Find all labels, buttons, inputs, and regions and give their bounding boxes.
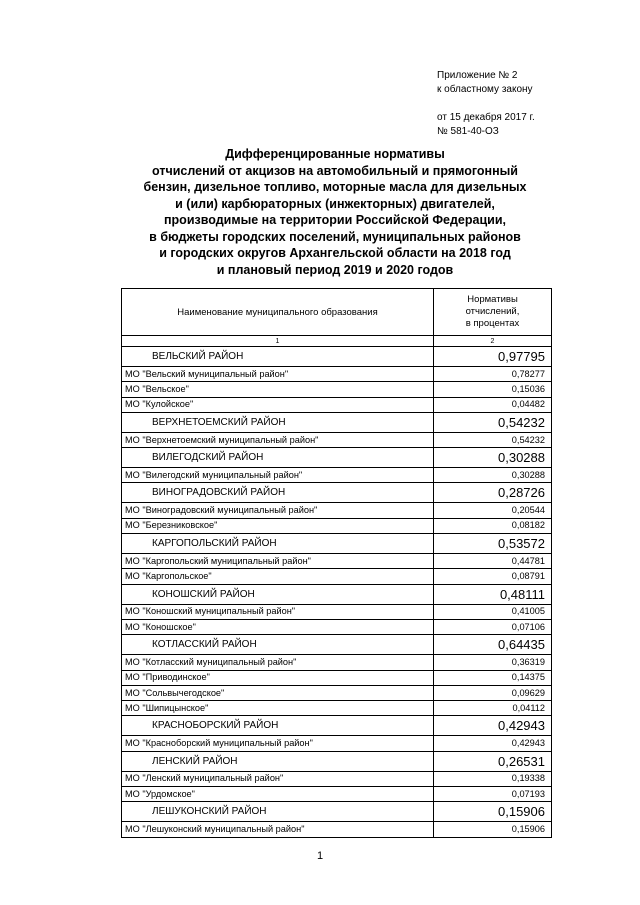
table-header-row	[122, 289, 552, 336]
row-value: 0,97795	[434, 347, 552, 367]
annex-line: Приложение № 2	[437, 70, 518, 81]
municipality-row	[122, 382, 552, 397]
header-value-line: отчислений,	[465, 306, 520, 317]
municipality-row	[122, 771, 552, 786]
row-name: КРАСНОБОРСКИЙ РАЙОН	[122, 716, 434, 736]
row-name: МО "Верхнетоемский муниципальный район"	[122, 432, 434, 447]
row-value: 0,19338	[434, 771, 552, 786]
row-value: 0,42943	[434, 716, 552, 736]
annex-line: № 581-40-ОЗ	[437, 126, 499, 137]
row-name: КОТЛАССКИЙ РАЙОН	[122, 635, 434, 655]
district-row	[122, 802, 552, 822]
row-name: МО "Красноборский муниципальный район"	[122, 736, 434, 751]
municipality-row	[122, 701, 552, 716]
row-value: 0,42943	[434, 736, 552, 751]
row-name: МО "Котласский муниципальный район"	[122, 655, 434, 670]
annex-line: от 15 декабря 2017 г.	[437, 112, 535, 123]
title-line: и (или) карбюраторных (инжекторных) двигателей,	[175, 196, 495, 211]
row-name: ЛЕШУКОНСКИЙ РАЙОН	[122, 802, 434, 822]
annex-line: к областному закону	[437, 84, 533, 95]
district-row	[122, 751, 552, 771]
title-line: и городских округов Архангельской области на 2018 год	[159, 246, 511, 260]
title-line: Дифференцированные нормативы	[225, 147, 445, 161]
municipality-row	[122, 518, 552, 533]
row-name: ВЕЛЬСКИЙ РАЙОН	[122, 347, 434, 367]
header-value-line: в процентах	[465, 318, 520, 329]
annex-header	[437, 69, 535, 139]
row-value: 0,15906	[434, 822, 552, 837]
district-row	[122, 584, 552, 604]
row-value: 0,78277	[434, 367, 552, 382]
row-name: МО "Каргопольский муниципальный район"	[122, 554, 434, 569]
district-row	[122, 483, 552, 503]
row-name: МО "Коношский муниципальный район"	[122, 604, 434, 619]
row-name: МО "Кулойское"	[122, 397, 434, 412]
municipality-row	[122, 736, 552, 751]
row-value: 0,64435	[434, 635, 552, 655]
row-name: МО "Каргопольское"	[122, 569, 434, 584]
municipality-row	[122, 685, 552, 700]
row-name: ЛЕНСКИЙ РАЙОН	[122, 751, 434, 771]
row-value: 0,08182	[434, 518, 552, 533]
row-value: 0,53572	[434, 534, 552, 554]
row-name: МО "Вельский муниципальный район"	[122, 367, 434, 382]
row-value: 0,09629	[434, 685, 552, 700]
title-line: в бюджеты городских поселений, муниципальных районов	[149, 229, 521, 244]
row-name: МО "Вилегодский муниципальный район"	[122, 468, 434, 483]
row-name: ВЕРХНЕТОЕМСКИЙ РАЙОН	[122, 412, 434, 432]
municipality-row	[122, 468, 552, 483]
row-name: МО "Сольвычегодское"	[122, 685, 434, 700]
row-value: 0,15036	[434, 382, 552, 397]
row-value: 0,54232	[434, 432, 552, 447]
municipality-row	[122, 604, 552, 619]
row-name: МО "Виноградовский муниципальный район"	[122, 503, 434, 518]
municipality-row	[122, 503, 552, 518]
district-row	[122, 635, 552, 655]
district-row	[122, 448, 552, 468]
row-name: МО "Березниковское"	[122, 518, 434, 533]
header-value-line: Нормативы	[467, 294, 518, 305]
row-name: МО "Урдомское"	[122, 787, 434, 802]
column-number: 1	[122, 336, 434, 347]
district-row	[122, 534, 552, 554]
row-value: 0,14375	[434, 670, 552, 685]
row-value: 0,15906	[434, 802, 552, 822]
municipality-row	[122, 619, 552, 634]
row-value: 0,30288	[434, 448, 552, 468]
row-value: 0,28726	[434, 483, 552, 503]
row-name: МО "Коношское"	[122, 619, 434, 634]
row-value: 0,26531	[434, 751, 552, 771]
municipality-row	[122, 397, 552, 412]
district-row	[122, 412, 552, 432]
row-value: 0,30288	[434, 468, 552, 483]
header-value-cell	[434, 289, 552, 336]
row-value: 0,36319	[434, 655, 552, 670]
header-name-cell: Наименование муниципального образования	[122, 289, 434, 336]
municipality-row	[122, 655, 552, 670]
column-number-row	[122, 336, 552, 347]
municipality-row	[122, 554, 552, 569]
title-line: производимые на территории Российской Федерации,	[164, 213, 506, 227]
municipality-row	[122, 432, 552, 447]
title-line: бензин, дизельное топливо, моторные масла для дизельных	[143, 180, 527, 194]
row-value: 0,07106	[434, 619, 552, 634]
row-name: ВИЛЕГОДСКИЙ РАЙОН	[122, 448, 434, 468]
municipality-row	[122, 569, 552, 584]
row-value: 0,04482	[434, 397, 552, 412]
municipality-row	[122, 367, 552, 382]
row-value: 0,54232	[434, 412, 552, 432]
row-name: МО "Приводинское"	[122, 670, 434, 685]
municipality-row	[122, 670, 552, 685]
title-line: отчислений от акцизов на автомобильный и прямогонный	[152, 163, 518, 178]
district-row	[122, 716, 552, 736]
norms-table	[121, 288, 552, 838]
page-number: 1	[316, 850, 324, 862]
row-value: 0,07193	[434, 787, 552, 802]
municipality-row	[122, 822, 552, 837]
row-name: МО "Ленский муниципальный район"	[122, 771, 434, 786]
row-name: КАРГОПОЛЬСКИЙ РАЙОН	[122, 534, 434, 554]
district-row	[122, 347, 552, 367]
column-number: 2	[434, 336, 552, 347]
row-value: 0,48111	[434, 584, 552, 604]
row-value: 0,04112	[434, 701, 552, 716]
row-value: 0,08791	[434, 569, 552, 584]
row-name: МО "Лешуконский муниципальный район"	[122, 822, 434, 837]
row-name: ВИНОГРАДОВСКИЙ РАЙОН	[122, 483, 434, 503]
document-title	[120, 146, 550, 278]
row-name: КОНОШСКИЙ РАЙОН	[122, 584, 434, 604]
row-value: 0,20544	[434, 503, 552, 518]
row-value: 0,41005	[434, 604, 552, 619]
title-line: и плановый период 2019 и 2020 годов	[216, 262, 454, 277]
row-value: 0,44781	[434, 554, 552, 569]
municipality-row	[122, 787, 552, 802]
row-name: МО "Вельское"	[122, 382, 434, 397]
row-name: МО "Шипицынское"	[122, 701, 434, 716]
